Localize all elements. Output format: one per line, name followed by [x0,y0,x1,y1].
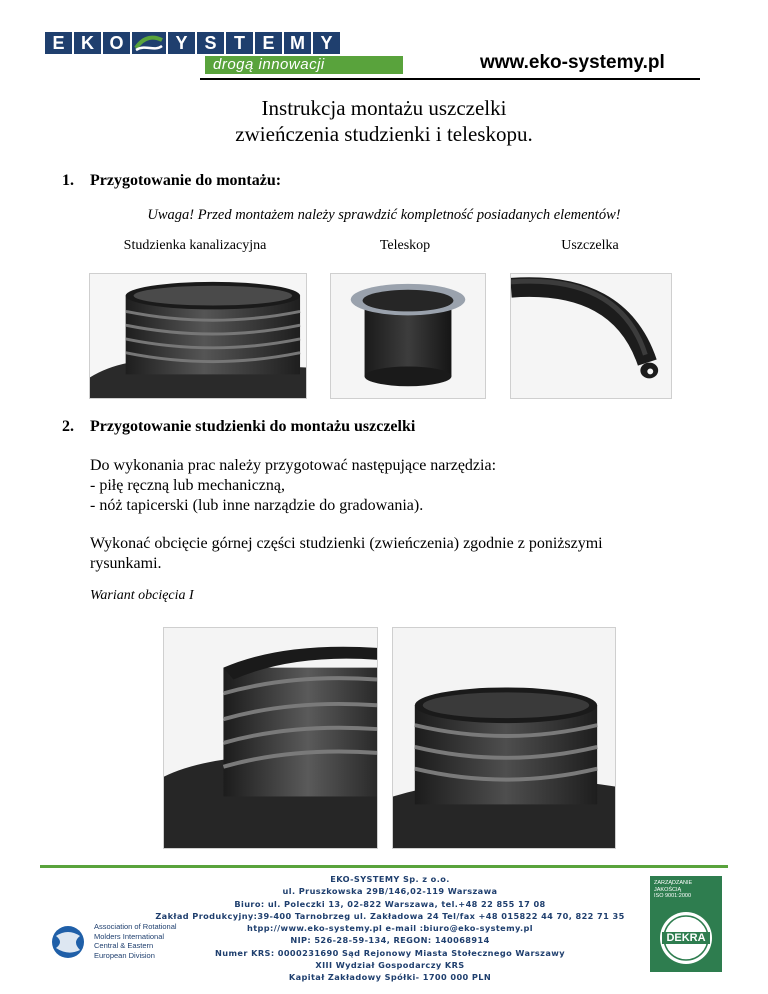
globe-icon [50,924,86,960]
logo-letter: Y [168,32,195,54]
dekra-badge-line: ISO 9001:2000 [654,893,692,899]
section-1-number: 1. [62,172,74,189]
logo-tagline: drogą innowacji [205,56,403,74]
title-line-1: Instrukcja montażu uszczelki [261,96,507,120]
title-line-2: zwieńczenia studzienki i teleskopu. [235,122,533,146]
footer-court: XIII Wydział Gospodarczy KRS [315,960,465,971]
telescope-photo [330,273,486,399]
logo-letter: S [197,32,224,54]
footer-address: ul. Pruszkowska 29B/146,02-119 Warszawa [282,886,498,897]
footer-divider [40,865,728,868]
eko-systemy-logo [45,32,365,76]
cut-instruction-line-2: rysunkami. [90,555,162,572]
tool-item: - nóż tapicerski (lub inne narządzie do gradowania). [90,497,424,514]
cut-variant-photo-after [392,627,616,849]
footer-tax-ids: NIP: 526-28-59-134, REGON: 140068914 [290,935,490,946]
arm-logo-line: Association of Rotational [94,922,177,931]
section-2-title: Przygotowanie studzienki do montażu uszczelki [90,418,416,435]
logo-letter: E [45,32,72,54]
arm-logo-line: Central & Eastern [94,941,154,950]
footer-contact[interactable]: htpp://www.eko-systemy.pl e-mail :biuro@eko-systemy.pl [246,923,534,934]
cut-instruction [90,534,690,574]
dekra-badge-line: ZARZĄDZANIE [654,880,693,886]
footer-capital: Kapitał Zakładowy Spółki- 1700 000 PLN [288,972,492,983]
label-manhole: Studzienka kanalizacyjna [123,238,267,253]
tools-list [90,456,496,516]
footer-office: Biuro: ul. Poleczki 13, 02-822 Warszawa, tel.+48 22 855 17 08 [234,898,546,909]
dekra-label: DEKRA [666,932,706,944]
logo-letter: O [103,32,130,54]
dekra-badge-line: JAKOŚCIĄ [654,886,682,893]
logo-letter: M [284,32,311,54]
section-1-title: Przygotowanie do montażu: [90,172,282,189]
website-link[interactable]: www.eko-systemy.pl [480,52,665,73]
logo-swoosh-icon [132,32,166,54]
header-divider [200,78,700,80]
arm-logo-line: Molders International [94,931,165,941]
label-telescope: Teleskop [379,238,431,253]
logo-letter: K [74,32,101,54]
document-title [0,95,768,147]
logo-letter: Y [313,32,340,54]
section-1-heading [62,172,281,190]
tool-item: - piłę ręczną lub mechaniczną, [90,477,285,494]
cut-instruction-line-1: Wykonać obcięcie górnej części studzienki (zwieńczenia) zgodnie z poniższymi [90,535,603,552]
footer-plant: Zakład Produkcyjny:39-400 Tarnobrzeg ul. Zakładowa 24 Tel/fax +48 015822 44 70, 822 71 35 [155,910,625,921]
footer-company-name: EKO-SYSTEMY Sp. z o.o. [330,874,450,884]
label-gasket: Uszczelka [561,238,619,253]
section-2-heading [62,418,415,436]
variant-caption: Wariant obcięcia I [90,588,194,603]
logo-letter: E [255,32,282,54]
warning-note: Uwaga! Przed montażem należy sprawdzić kompletność posiadanych elementów! [147,207,621,223]
manhole-photo [89,273,307,399]
logo-letter: T [226,32,253,54]
gasket-photo [510,273,672,399]
company-footer [150,873,630,984]
tools-intro: Do wykonania prac należy przygotować następujące narzędzia: [90,457,497,474]
cut-variant-photo-before [163,627,378,849]
dekra-iso-badge [650,876,722,972]
arm-logo-line: European Division [94,950,155,960]
footer-krs: Numer KRS: 0000231690 Sąd Rejonowy Miasta Stołecznego Warszawy [215,947,565,958]
section-2-number: 2. [62,418,74,435]
